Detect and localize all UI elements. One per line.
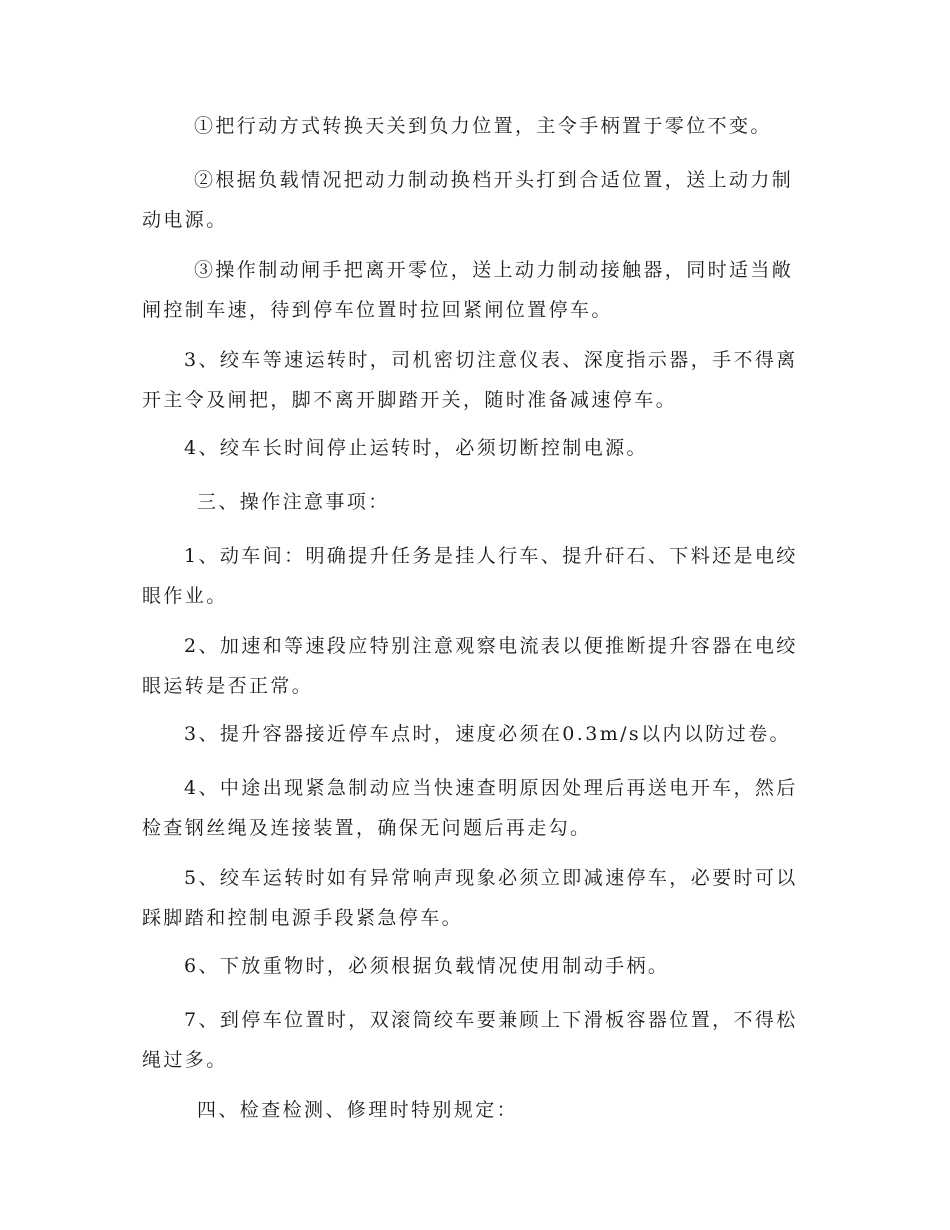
- paragraph-step-2: ②根据负载情况把动力制动换档开头打到合适位置，送上动力制动电源。: [142, 169, 794, 231]
- paragraph-step-3: ③操作制动闸手把离开零位，送上动力制动接触器，同时适当敞闸控制车速，待到停车位置时拉回紧闸位置停车。: [142, 259, 794, 321]
- paragraph-note-2: 2、加速和等速段应特别注意观察电流表以便推断提升容器在电绞眼运转是否正常。: [142, 635, 798, 697]
- paragraph-note-3: 3、提升容器接近停车点时，速度必须在0.3m/s以内以防过卷。: [184, 723, 791, 745]
- section-heading-4: 四、检查检测、修理时特别规定：: [197, 1099, 519, 1121]
- paragraph-step-1: ①把行动方式转换天关到负力位置，主令手柄置于零位不变。: [194, 115, 772, 137]
- paragraph-note-7: 7、到停车位置时，双滚筒绞车要兼顾上下滑板容器位置，不得松绳过多。: [142, 1009, 798, 1071]
- paragraph-note-1: 1、动车间：明确提升任务是挂人行车、提升矸石、下料还是电绞眼作业。: [142, 545, 798, 607]
- paragraph-item-3: 3、绞车等速运转时，司机密切注意仪表、深度指示器，手不得离开主令及闸把，脚不离开脚踏开关，随时准备减速停车。: [142, 349, 798, 411]
- paragraph-note-6: 6、下放重物时，必须根据负载情况使用制动手柄。: [184, 955, 670, 977]
- paragraph-note-4: 4、中途出现紧急制动应当快速查明原因处理后再送电开车，然后检查钢丝绳及连接装置，确保无问题后再走勾。: [142, 777, 798, 839]
- paragraph-note-5: 5、绞车运转时如有异常响声现象必须立即减速停车，必要时可以踩脚踏和控制电源手段紧急停车。: [142, 867, 798, 929]
- section-heading-3: 三、操作注意事项：: [197, 491, 390, 513]
- paragraph-item-4: 4、绞车长时间停止运转时，必须切断控制电源。: [184, 437, 648, 459]
